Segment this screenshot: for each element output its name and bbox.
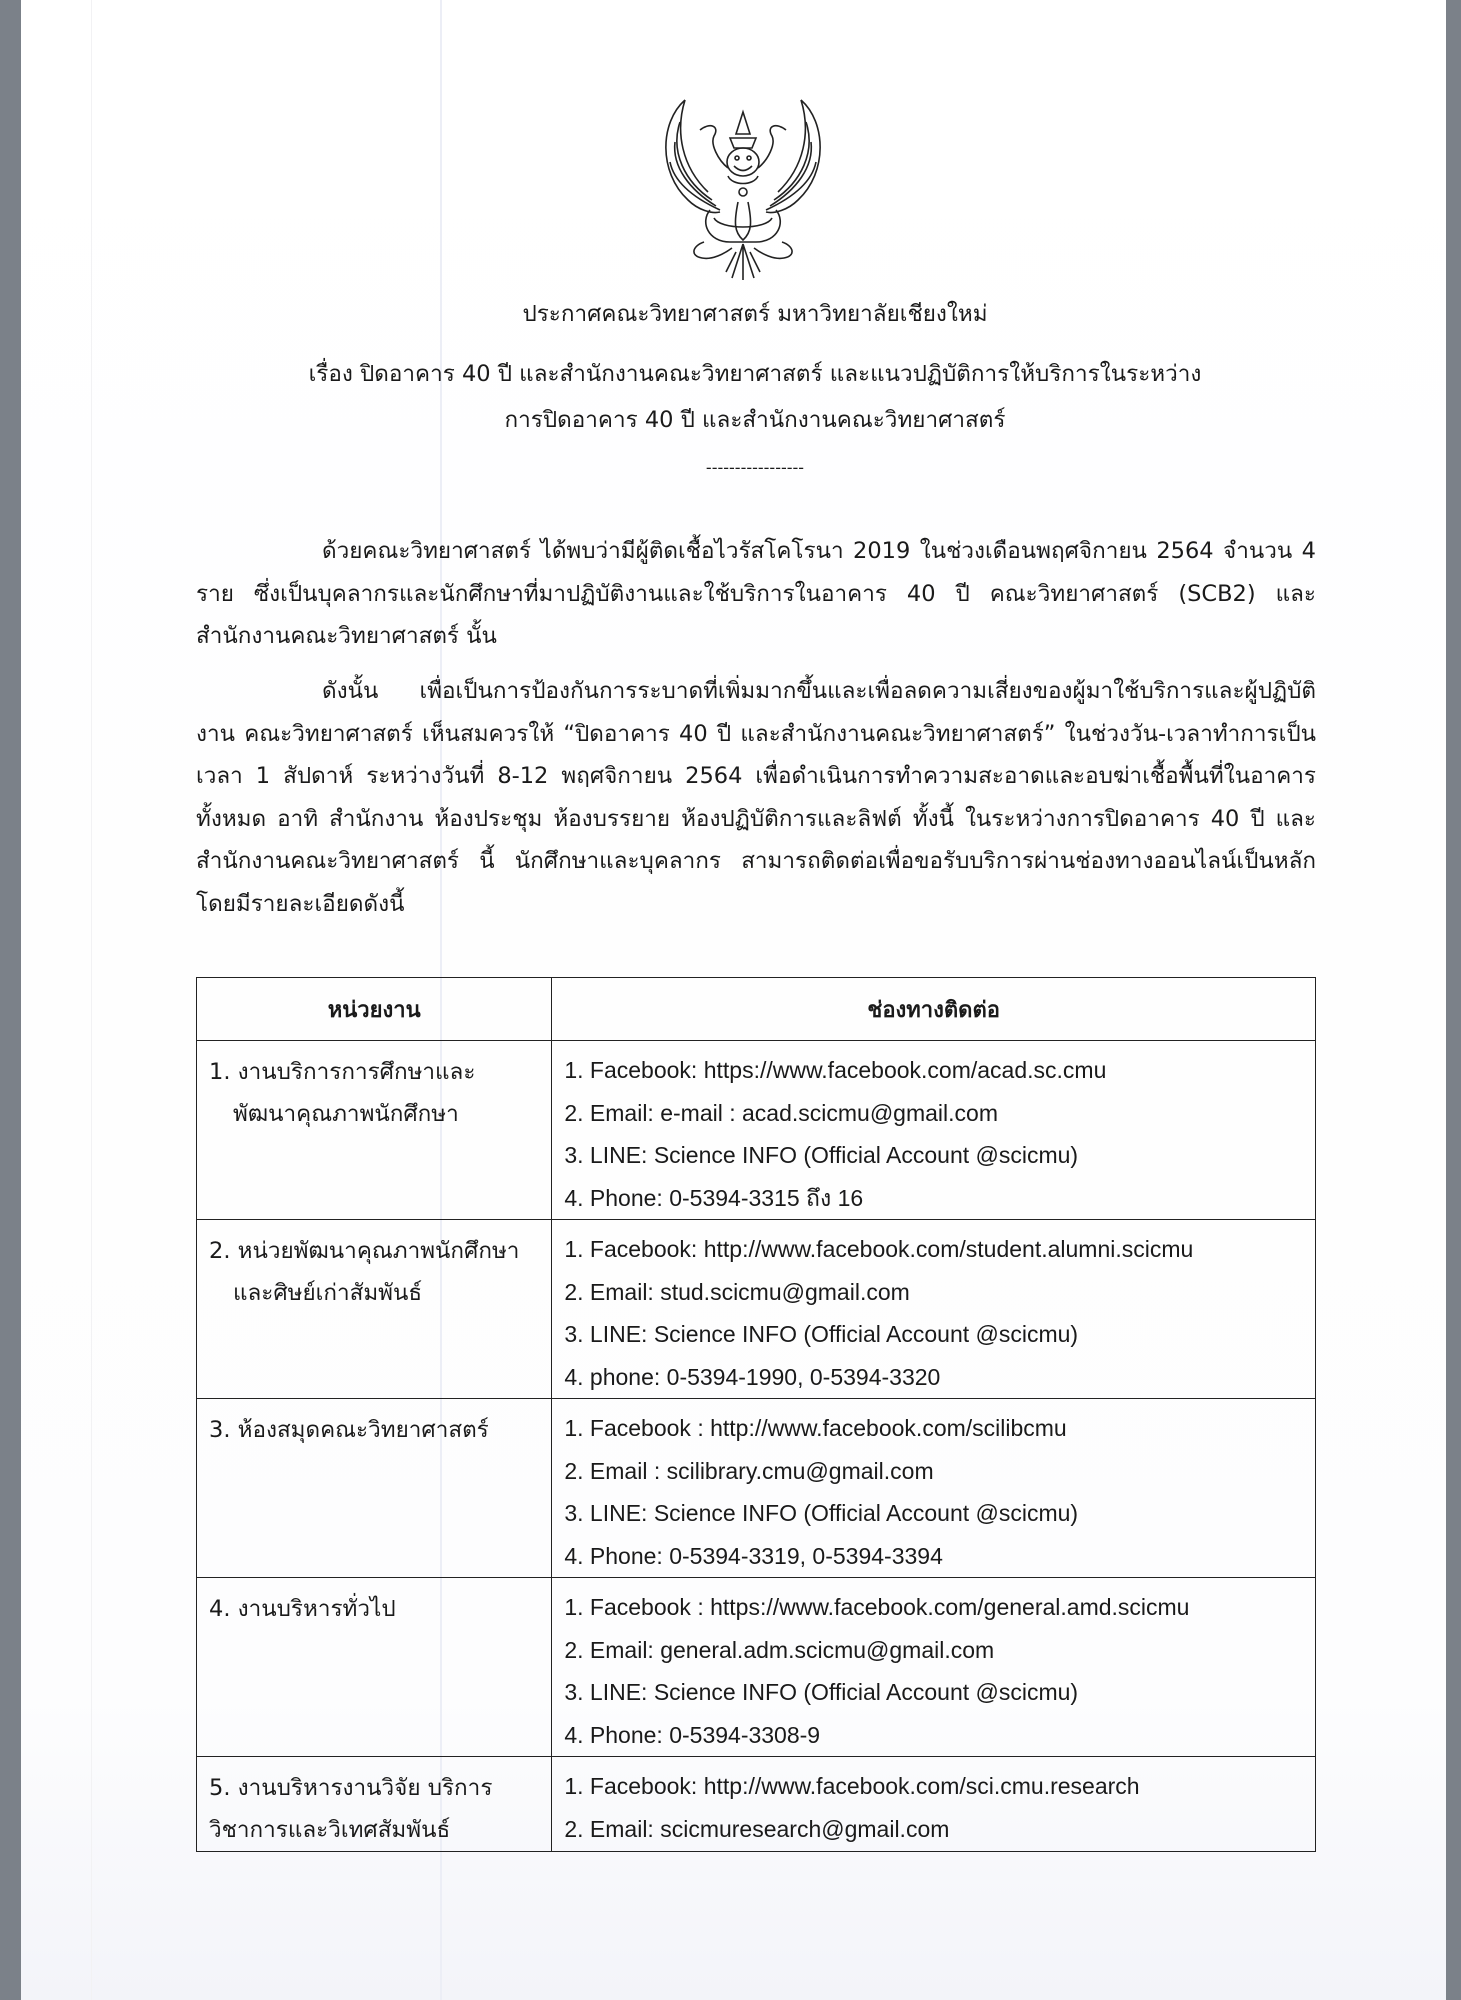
contact-channels-table [196, 977, 1316, 1852]
channels-cell [552, 1757, 1316, 1852]
table-row [197, 1578, 1316, 1757]
phone-number: 4. Phone: 0-5394-3315 ถึง 16 [564, 1184, 864, 1211]
line-account: 3. LINE: Science INFO (Official Account @scicmu) [564, 1500, 1079, 1526]
paragraph-intro-text: ด้วยคณะวิทยาศาสตร์ ได้พบว่ามีผู้ติดเชื้อไวรัสโคโรนา 2019 ในช่วงเดือนพฤศจิกายน 2564 จำนวน 4 ราย ซึ่งเป็นบุคลากรและนักศึกษาที่มาปฏิบัติงานและใช้บริการในอาคาร 40 ปี คณะวิทยาศาสตร์ (SCB2) และสำนักงานคณะวิทยาศาสตร์ นั้น [196, 538, 1316, 649]
facebook-link[interactable]: 1. Facebook: http://www.facebook.com/sci.cmu.research [564, 1773, 1140, 1799]
email-link[interactable]: 2. Email: e-mail : acad.scicmu@gmail.com [564, 1099, 998, 1126]
unit-name-line: 1. งานบริการการศึกษาและ [209, 1059, 476, 1085]
paragraph-measures [196, 670, 1316, 925]
unit-name-line: 5. งานบริหารงานวิจัย บริการ [209, 1775, 493, 1801]
announcement-subject-line1: เรื่อง ปิดอาคาร 40 ปี และสำนักงานคณะวิทยาศาสตร์ และแนวปฏิบัติการให้บริการในระหว่าง [308, 361, 1202, 387]
unit-name-line: พัฒนาคุณภาพนักศึกษา [233, 1101, 459, 1127]
scanner-edge-left [0, 0, 21, 2000]
facebook-link[interactable]: 1. Facebook : http://www.facebook.com/scilibcmu [564, 1415, 1067, 1441]
phone-number: 4. Phone: 0-5394-3319, 0-5394-3394 [564, 1542, 943, 1569]
facebook-link[interactable]: 1. Facebook : https://www.facebook.com/general.amd.scicmu [564, 1594, 1190, 1620]
email-link[interactable]: 2. Email : scilibrary.cmu@gmail.com [564, 1457, 934, 1484]
channels-cell [552, 1578, 1316, 1757]
heading-separator: ----------------- [705, 458, 805, 477]
facebook-link[interactable]: 1. Facebook: https://www.facebook.com/acad.sc.cmu [564, 1057, 1107, 1083]
paragraph-intro [196, 530, 1316, 658]
email-link[interactable]: 2. Email: scicmuresearch@gmail.com [564, 1815, 950, 1842]
column-header-channels: ช่องทางติดต่อ [552, 978, 1316, 1041]
table-header-row [197, 978, 1316, 1041]
unit-cell [197, 1578, 552, 1757]
table-row [197, 1399, 1316, 1578]
unit-name-line: วิชาการและวิเทศสัมพันธ์ [209, 1817, 451, 1843]
line-account: 3. LINE: Science INFO (Official Account @scicmu) [564, 1142, 1079, 1168]
channels-cell [552, 1399, 1316, 1578]
phone-number: 4. Phone: 0-5394-3308-9 [564, 1721, 821, 1748]
unit-name-line: 4. งานบริหารทั่วไป [209, 1596, 396, 1622]
garuda-emblem-icon [640, 82, 846, 282]
unit-cell [197, 1757, 552, 1852]
email-link[interactable]: 2. Email: general.adm.scicmu@gmail.com [564, 1636, 995, 1663]
table-row [197, 1757, 1316, 1852]
announcement-subject-line2: การปิดอาคาร 40 ปี และสำนักงานคณะวิทยาศาสตร์ [504, 407, 1006, 433]
channels-cell [552, 1041, 1316, 1220]
scan-artifact-line [91, 0, 92, 2000]
table-row [197, 1220, 1316, 1399]
paragraph-measures-text: ดังนั้น เพื่อเป็นการป้องกันการระบาดที่เพิ่มมากขึ้นและเพื่อลดความเสี่ยงของผู้มาใช้บริการและผู้ปฏิบัติงาน คณะวิทยาศาสตร์ เห็นสมควรให้ “ปิดอาคาร 40 ปี และสำนักงานคณะวิทยาศาสตร์” ในช่วงวัน-เวลาทำการเป็นเวลา 1 สัปดาห์ ระหว่างวันที่ 8-12 พฤศจิกายน 2564 เพื่อดำเนินการทำความสะอาดและอบฆ่าเชื้อพื้นที่ในอาคารทั้งหมด อาทิ สำนักงาน ห้องประชุม ห้องบรรยาย ห้องปฏิบัติการและลิฟต์ ทั้งนี้ ในระหว่างการปิดอาคาร 40 ปี และสำนักงานคณะวิทยาศาสตร์ นี้ นักศึกษาและบุคลากร สามารถติดต่อเพื่อขอรับบริการผ่านช่องทางออนไลน์เป็นหลัก โดยมีรายละเอียดดังนี้ [196, 678, 1316, 917]
table-row [197, 1041, 1316, 1220]
phone-number: 4. phone: 0-5394-1990, 0-5394-3320 [564, 1363, 941, 1390]
line-account: 3. LINE: Science INFO (Official Account @scicmu) [564, 1321, 1079, 1347]
unit-name-line: และศิษย์เก่าสัมพันธ์ [233, 1280, 423, 1306]
channels-cell [552, 1220, 1316, 1399]
unit-name-line: 3. ห้องสมุดคณะวิทยาศาสตร์ [209, 1417, 489, 1443]
unit-cell [197, 1041, 552, 1220]
email-link[interactable]: 2. Email: stud.scicmu@gmail.com [564, 1278, 910, 1305]
unit-cell [197, 1399, 552, 1578]
scanner-edge-right [1446, 0, 1461, 2000]
announcement-title: ประกาศคณะวิทยาศาสตร์ มหาวิทยาลัยเชียงใหม่ [522, 301, 988, 327]
unit-name-line: 2. หน่วยพัฒนาคุณภาพนักศึกษา [209, 1238, 520, 1264]
unit-cell [197, 1220, 552, 1399]
facebook-link[interactable]: 1. Facebook: http://www.facebook.com/student.alumni.scicmu [564, 1236, 1194, 1262]
line-account: 3. LINE: Science INFO (Official Account @scicmu) [564, 1679, 1079, 1705]
column-header-unit: หน่วยงาน [197, 978, 552, 1041]
